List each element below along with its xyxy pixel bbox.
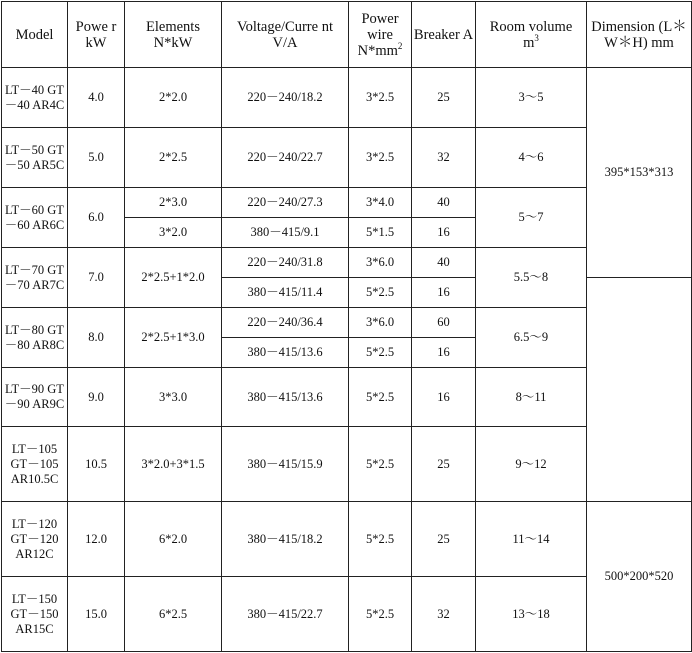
cell-wire: 3*2.5 bbox=[349, 128, 412, 188]
cell-room-volume: 11～14 bbox=[476, 502, 587, 577]
table-row bbox=[2, 68, 692, 128]
cell-elements: 2*2.0 bbox=[125, 68, 222, 128]
cell-voltage: 380－415/15.9 bbox=[222, 427, 349, 502]
header-room-volume-sup: 3 bbox=[534, 32, 539, 43]
cell-wire: 5*2.5 bbox=[349, 502, 412, 577]
cell-room-volume: 4～6 bbox=[476, 128, 587, 188]
cell-room-volume: 5～7 bbox=[476, 188, 587, 248]
cell-model: LT－80 GT－80 AR8C bbox=[2, 308, 68, 368]
cell-voltage: 220－240/31.8 bbox=[222, 248, 349, 278]
cell-wire: 3*6.0 bbox=[349, 308, 412, 338]
header-power-wire bbox=[349, 2, 412, 68]
cell-voltage: 380－415/11.4 bbox=[222, 278, 349, 308]
cell-model: LT－40 GT－40 AR4C bbox=[2, 68, 68, 128]
header-room-volume-line2 bbox=[477, 32, 585, 51]
header-power-wire-line3 bbox=[350, 40, 410, 59]
cell-elements: 2*2.5+1*2.0 bbox=[125, 248, 222, 308]
header-room-volume-unit: m bbox=[523, 34, 535, 51]
cell-power: 6.0 bbox=[68, 188, 125, 248]
header-model: Model bbox=[2, 2, 68, 68]
cell-dimension-group-3: 500*200*520 bbox=[587, 502, 692, 652]
cell-wire: 5*2.5 bbox=[349, 368, 412, 427]
header-power: Powe r kW bbox=[68, 2, 125, 68]
header-dimension: Dimension (L＊W＊H) mm bbox=[587, 2, 692, 68]
header-row bbox=[2, 2, 692, 68]
cell-elements: 2*2.5+1*3.0 bbox=[125, 308, 222, 368]
cell-breaker: 32 bbox=[412, 128, 476, 188]
cell-room-volume: 6.5～9 bbox=[476, 308, 587, 368]
cell-elements: 3*2.0 bbox=[125, 218, 222, 248]
header-elements: Elements N*kW bbox=[125, 2, 222, 68]
cell-voltage: 380－415/18.2 bbox=[222, 502, 349, 577]
cell-room-volume: 13～18 bbox=[476, 577, 587, 652]
cell-breaker: 16 bbox=[412, 368, 476, 427]
cell-power: 5.0 bbox=[68, 128, 125, 188]
cell-model: LT－105 GT－105 AR10.5C bbox=[2, 427, 68, 502]
cell-breaker: 16 bbox=[412, 338, 476, 368]
cell-voltage: 380－415/9.1 bbox=[222, 218, 349, 248]
cell-elements: 2*3.0 bbox=[125, 188, 222, 218]
cell-elements: 3*3.0 bbox=[125, 368, 222, 427]
cell-breaker: 25 bbox=[412, 502, 476, 577]
header-power-wire-sup: 2 bbox=[397, 40, 403, 51]
table-row bbox=[2, 368, 692, 427]
cell-breaker: 25 bbox=[412, 427, 476, 502]
cell-breaker: 32 bbox=[412, 577, 476, 652]
cell-model: LT－150 GT－150 AR15C bbox=[2, 577, 68, 652]
cell-breaker: 40 bbox=[412, 248, 476, 278]
cell-model: LT－90 GT－90 AR9C bbox=[2, 368, 68, 427]
cell-model: LT－50 GT－50 AR5C bbox=[2, 128, 68, 188]
cell-wire: 5*2.5 bbox=[349, 338, 412, 368]
header-room-volume bbox=[476, 2, 587, 68]
cell-power: 4.0 bbox=[68, 68, 125, 128]
cell-model: LT－120 GT－120 AR12C bbox=[2, 502, 68, 577]
cell-power: 12.0 bbox=[68, 502, 125, 577]
header-breaker: Breaker A bbox=[412, 2, 476, 68]
cell-power: 7.0 bbox=[68, 248, 125, 308]
spec-table bbox=[1, 1, 692, 652]
cell-voltage: 220－240/36.4 bbox=[222, 308, 349, 338]
header-power-wire-unit: N*mm bbox=[357, 42, 398, 59]
header-power-wire-line2: wire bbox=[367, 26, 393, 43]
cell-breaker: 40 bbox=[412, 188, 476, 218]
cell-breaker: 60 bbox=[412, 308, 476, 338]
cell-room-volume: 3～5 bbox=[476, 68, 587, 128]
cell-model: LT－60 GT－60 AR6C bbox=[2, 188, 68, 248]
cell-power: 9.0 bbox=[68, 368, 125, 427]
header-voltage: Voltage/Curre nt V/A bbox=[222, 2, 349, 68]
cell-wire: 3*2.5 bbox=[349, 68, 412, 128]
cell-elements: 3*2.0+3*1.5 bbox=[125, 427, 222, 502]
cell-wire: 5*2.5 bbox=[349, 278, 412, 308]
header-room-volume-line1: Room volume bbox=[489, 18, 573, 35]
header-power-wire-line1: Power bbox=[361, 10, 399, 27]
cell-voltage: 380－415/13.6 bbox=[222, 338, 349, 368]
cell-room-volume: 5.5～8 bbox=[476, 248, 587, 308]
cell-model: LT－70 GT－70 AR7C bbox=[2, 248, 68, 308]
cell-voltage: 220－240/18.2 bbox=[222, 68, 349, 128]
cell-breaker: 25 bbox=[412, 68, 476, 128]
cell-dimension-group-1: 395*153*313 bbox=[587, 68, 692, 278]
table-row bbox=[2, 502, 692, 577]
cell-elements: 2*2.5 bbox=[125, 128, 222, 188]
cell-room-volume: 9～12 bbox=[476, 427, 587, 502]
cell-elements: 6*2.5 bbox=[125, 577, 222, 652]
cell-room-volume: 8～11 bbox=[476, 368, 587, 427]
cell-wire: 5*2.5 bbox=[349, 427, 412, 502]
cell-wire: 5*2.5 bbox=[349, 577, 412, 652]
cell-elements: 6*2.0 bbox=[125, 502, 222, 577]
cell-voltage: 220－240/22.7 bbox=[222, 128, 349, 188]
cell-voltage: 380－415/22.7 bbox=[222, 577, 349, 652]
cell-wire: 3*4.0 bbox=[349, 188, 412, 218]
cell-power: 10.5 bbox=[68, 427, 125, 502]
cell-wire: 5*1.5 bbox=[349, 218, 412, 248]
cell-voltage: 220－240/27.3 bbox=[222, 188, 349, 218]
cell-breaker: 16 bbox=[412, 218, 476, 248]
cell-breaker: 16 bbox=[412, 278, 476, 308]
table-row bbox=[2, 308, 692, 338]
cell-power: 15.0 bbox=[68, 577, 125, 652]
cell-voltage: 380－415/13.6 bbox=[222, 368, 349, 427]
cell-wire: 3*6.0 bbox=[349, 248, 412, 278]
table-row bbox=[2, 427, 692, 502]
cell-power: 8.0 bbox=[68, 308, 125, 368]
